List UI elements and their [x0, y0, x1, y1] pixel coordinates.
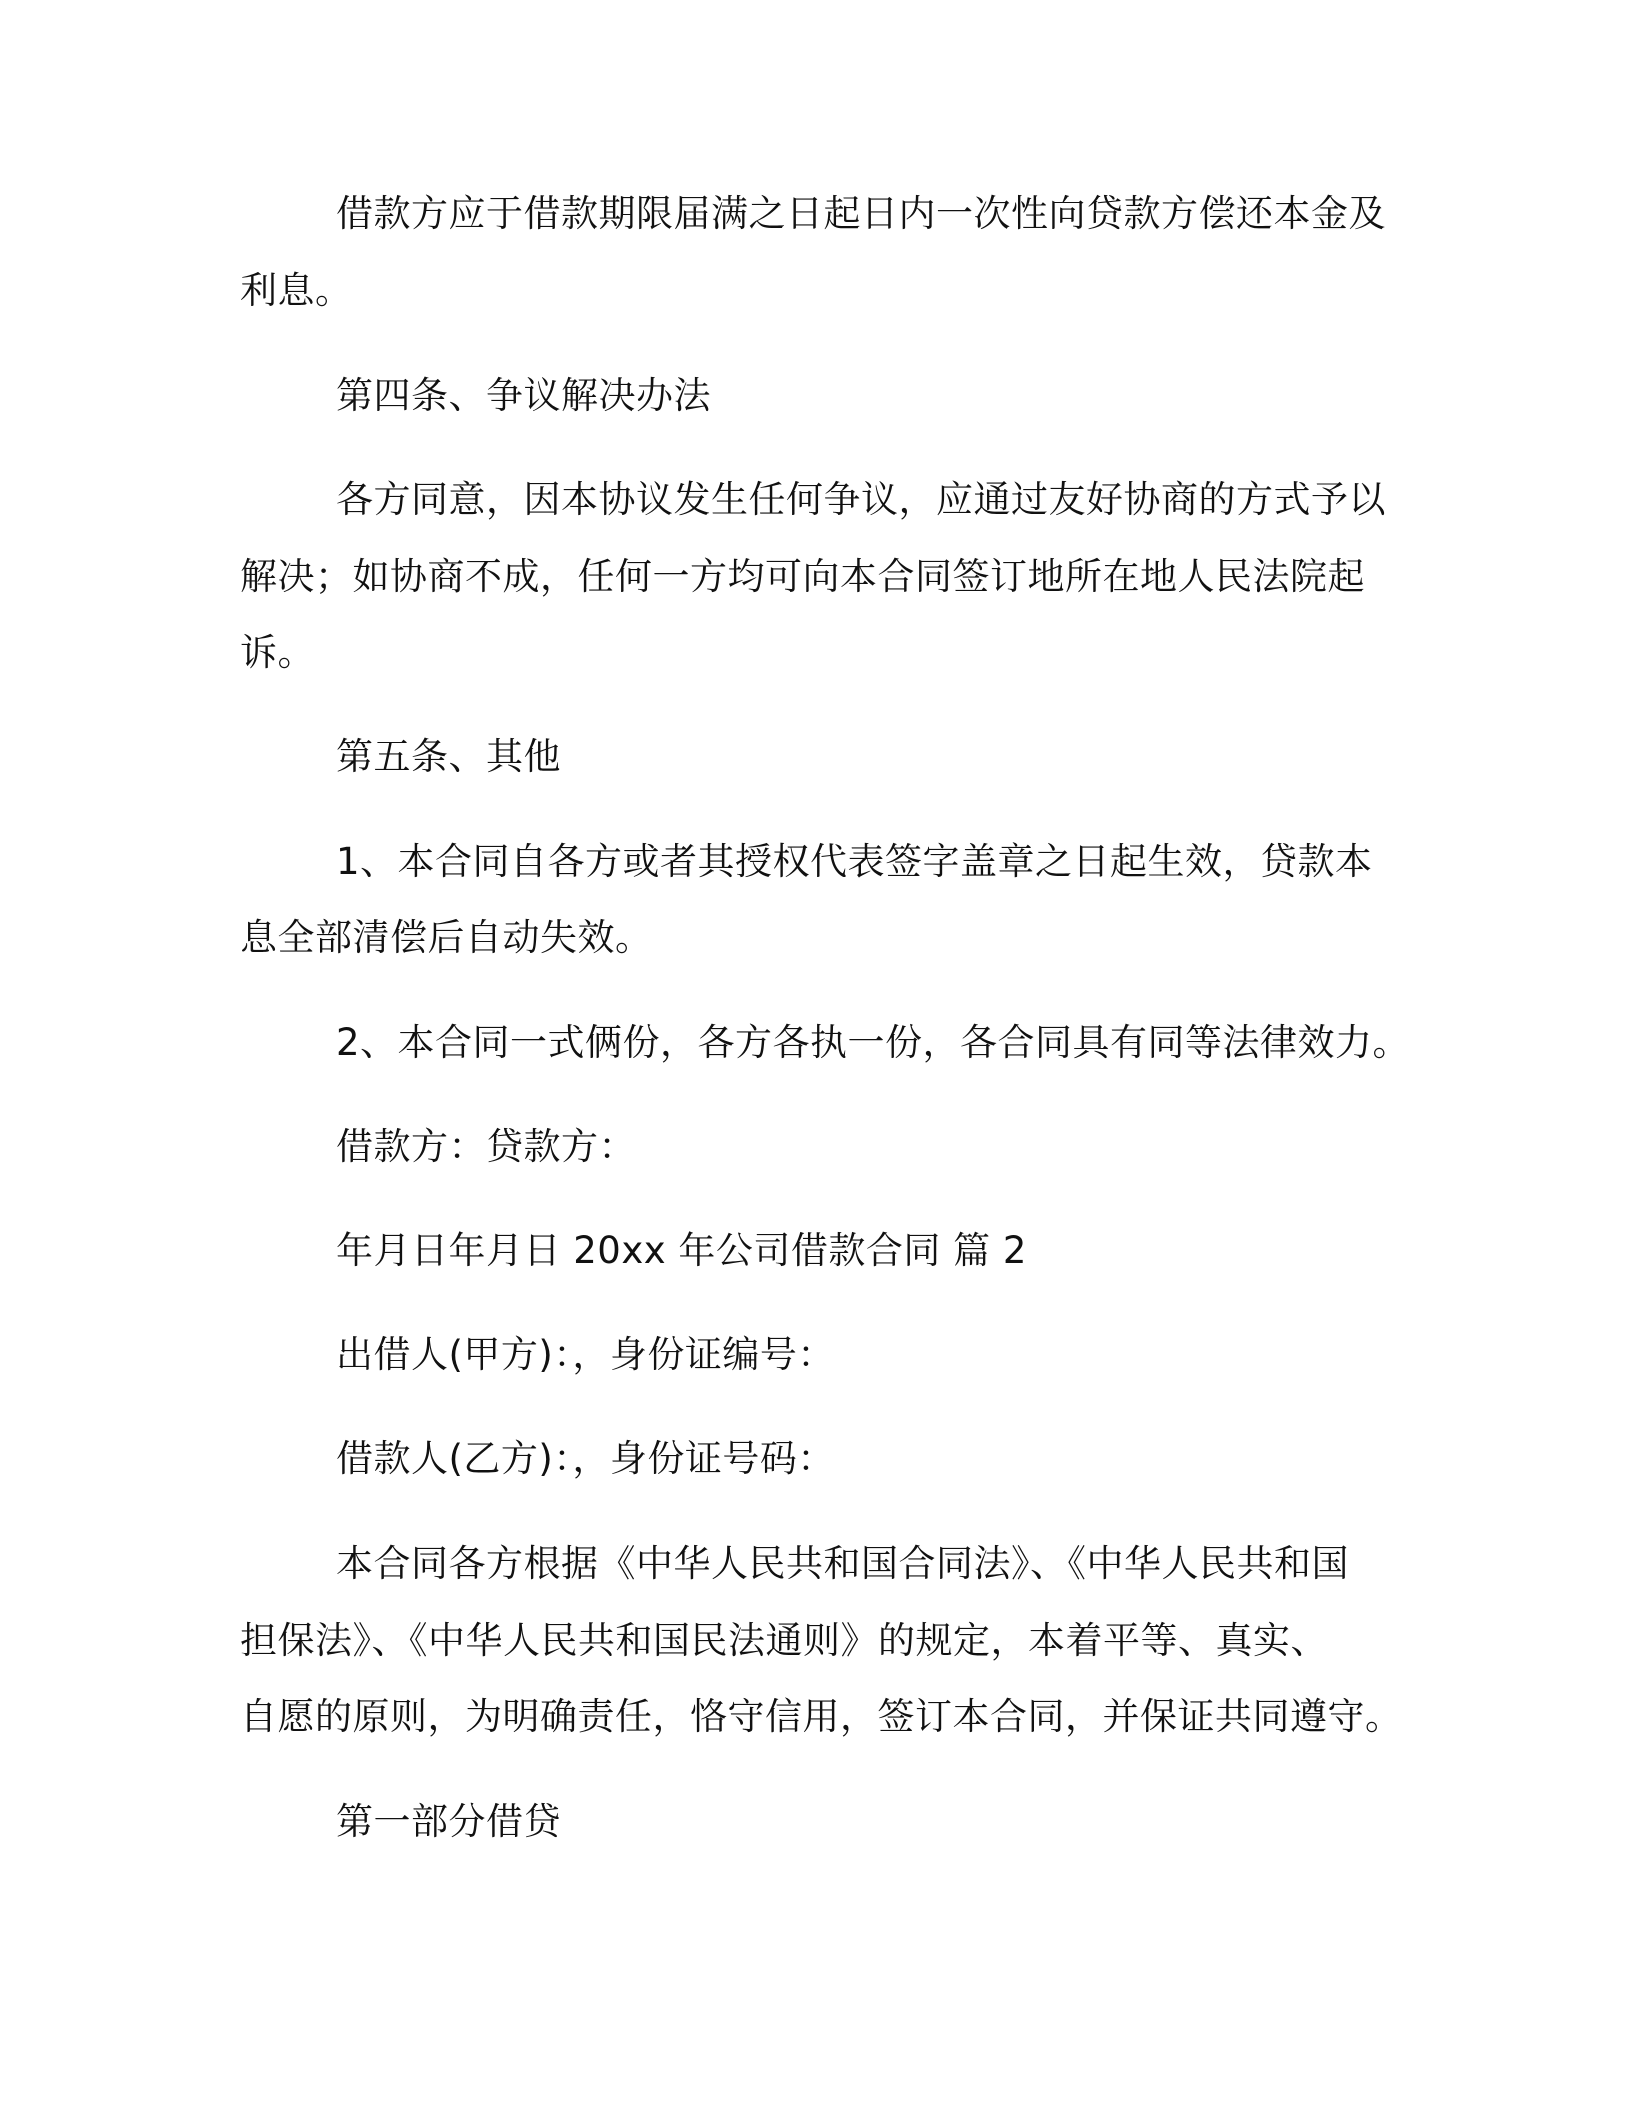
legal-basis-line-3: 自愿的原则，为明确责任，恪守信用，签订本合同，并保证共同遵守。: [240, 1695, 1403, 1738]
paragraph-dispute-line-3: 诉。: [240, 631, 315, 674]
paragraph-repayment-line-1: 借款方应于借款期限届满之日起日内一次性向贷款方偿还本金及: [336, 192, 1386, 235]
clause-1-line-1: 1、本合同自各方或者其授权代表签字盖章之日起生效，贷款本: [336, 840, 1373, 883]
signature-parties: 借款方：贷款方：: [336, 1125, 636, 1168]
dates-and-title: 年月日年月日 20xx 年公司借款合同 篇 2: [336, 1229, 1027, 1272]
part-1-heading: 第一部分借贷: [336, 1800, 561, 1843]
lender-line: 出借人(甲方)：，身份证编号：: [336, 1333, 835, 1376]
legal-basis-line-2: 担保法》、《中华人民共和国民法通则》的规定，本着平等、真实、: [240, 1619, 1328, 1662]
borrower-line: 借款人(乙方)：，身份证号码：: [336, 1437, 835, 1480]
article-4-heading: 第四条、争议解决办法: [336, 374, 711, 417]
paragraph-dispute-line-2: 解决；如协商不成，任何一方均可向本合同签订地所在地人民法院起: [240, 555, 1365, 598]
paragraph-dispute-line-1: 各方同意，因本协议发生任何争议，应通过友好协商的方式予以: [336, 478, 1386, 521]
clause-1-line-2: 息全部清偿后自动失效。: [240, 916, 653, 959]
article-5-heading: 第五条、其他: [336, 735, 561, 778]
legal-basis-line-1: 本合同各方根据《中华人民共和国合同法》、《中华人民共和国: [336, 1542, 1349, 1585]
clause-2-line-1: 2、本合同一式俩份，各方各执一份，各合同具有同等法律效力。: [336, 1021, 1411, 1064]
paragraph-repayment-line-2: 利息。: [240, 269, 353, 312]
